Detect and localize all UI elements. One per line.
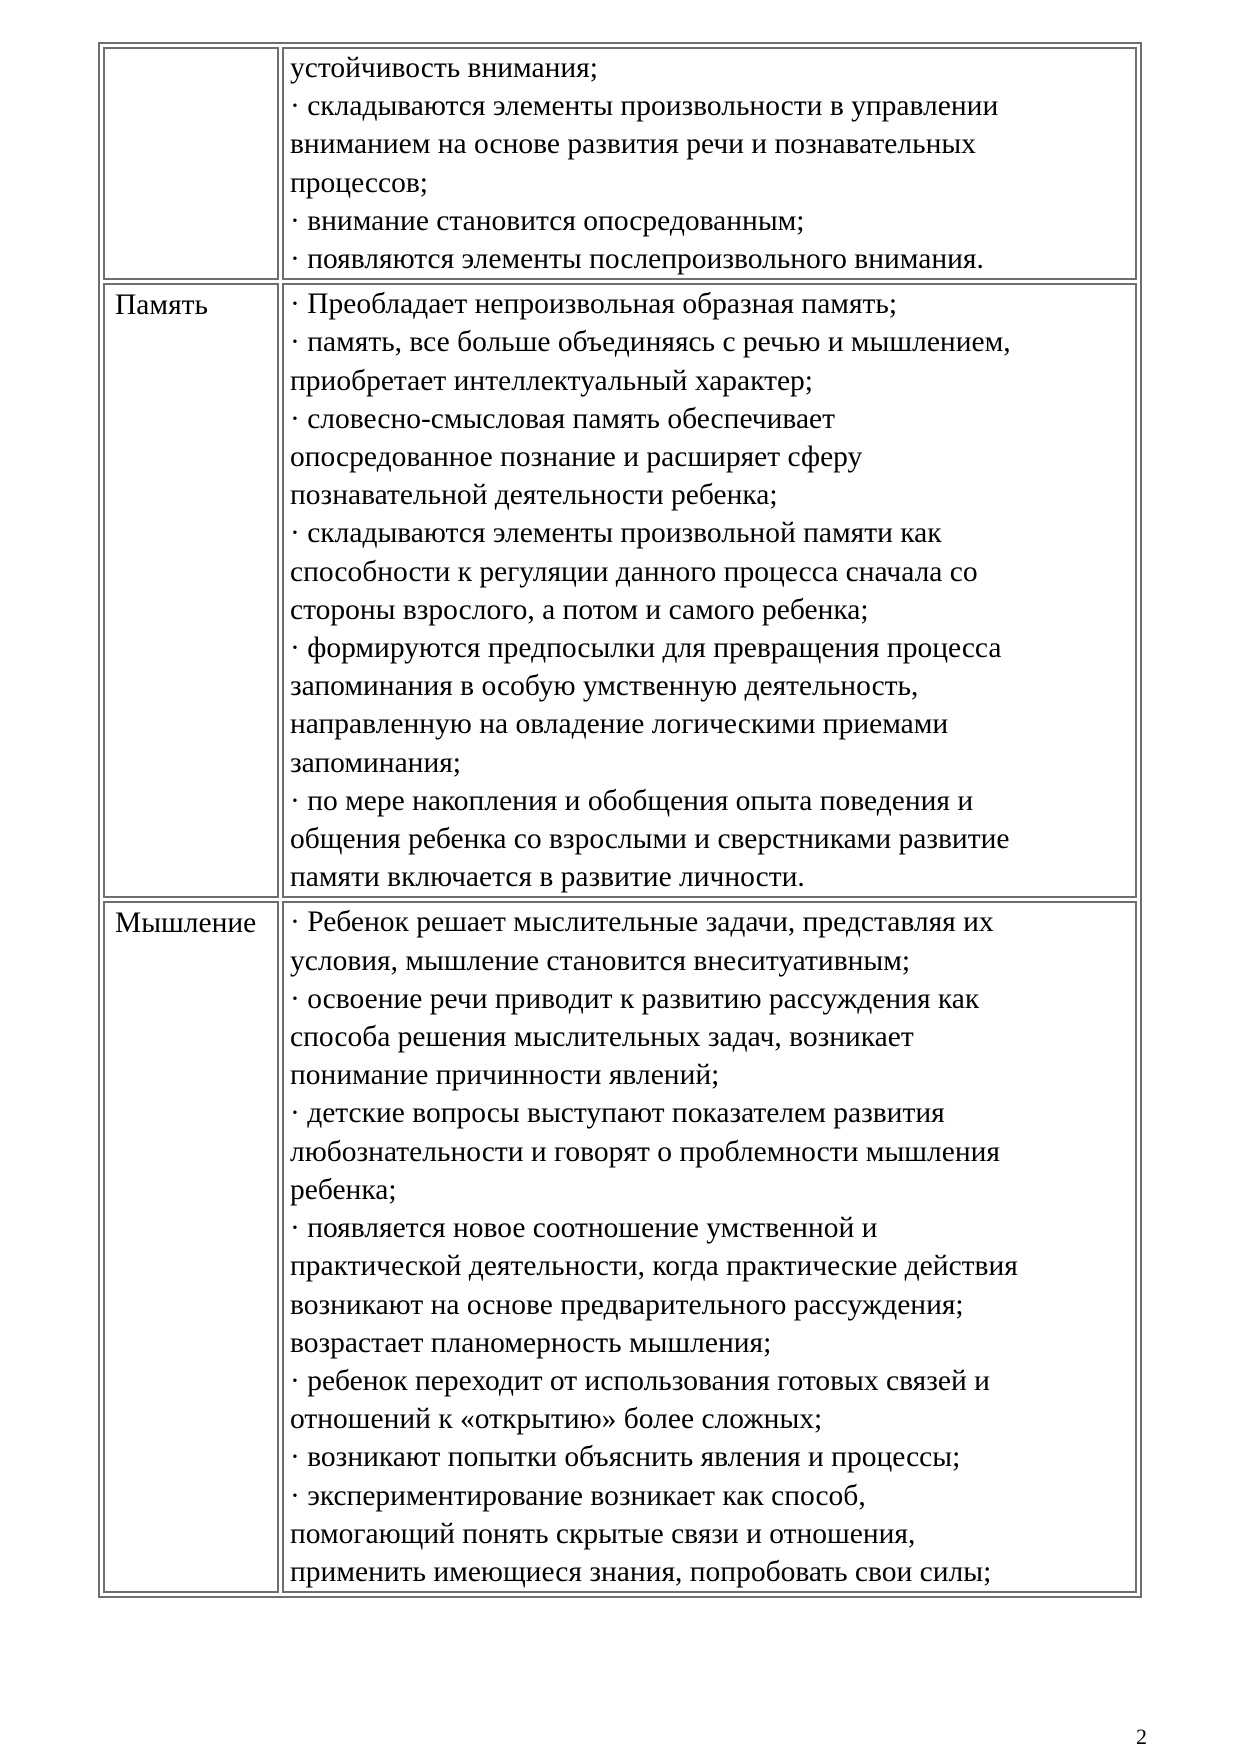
table-row bbox=[103, 47, 1137, 280]
row-description bbox=[282, 283, 1137, 898]
text-line: возрастает планомерность мышления; bbox=[290, 1326, 772, 1359]
text-line: практической деятельности, когда практические действия bbox=[290, 1250, 1018, 1283]
text-line: опосредованное познание и расширяет сферу bbox=[290, 441, 863, 474]
text-line: · Преобладает непроизвольная образная память; bbox=[290, 288, 898, 321]
text-line: · складываются элементы произвольной памяти как bbox=[290, 517, 942, 550]
text-line: памяти включается в развитие личности. bbox=[290, 861, 805, 894]
table-row bbox=[103, 283, 1137, 898]
text-line: условия, мышление становится внеситуативным; bbox=[290, 944, 911, 977]
page-number: 2 bbox=[1136, 1724, 1147, 1749]
content-table bbox=[98, 42, 1142, 1598]
text-line: возникают на основе предварительного рассуждения; bbox=[290, 1288, 964, 1321]
text-line: способности к регуляции данного процесса сначала со bbox=[290, 555, 978, 588]
text-line: · детские вопросы выступают показателем развития bbox=[290, 1097, 945, 1130]
text-line: направленную на овладение логическими приемами bbox=[290, 708, 949, 741]
text-line: стороны взрослого, а потом и самого ребенка; bbox=[290, 593, 869, 626]
row-description bbox=[282, 47, 1137, 280]
text-line: · по мере накопления и обобщения опыта поведения и bbox=[290, 784, 974, 817]
text-line: · словесно-смысловая память обеспечивает bbox=[290, 402, 836, 435]
text-line: запоминания в особую умственную деятельность, bbox=[290, 670, 919, 703]
text-line: · появляется новое соотношение умственной и bbox=[290, 1212, 878, 1245]
text-line: способа решения мыслительных задач, возникает bbox=[290, 1021, 914, 1054]
text-line: ребенка; bbox=[290, 1173, 397, 1206]
text-line: · формируются предпосылки для превращения процесса bbox=[290, 632, 1002, 665]
text-line: познавательной деятельности ребенка; bbox=[290, 479, 778, 512]
text-line: приобретает интеллектуальный характер; bbox=[290, 364, 814, 397]
row-label: Память bbox=[103, 283, 279, 898]
text-line: помогающий понять скрытые связи и отношения, bbox=[290, 1517, 916, 1550]
text-line: · складываются элементы произвольности в управлении bbox=[290, 90, 999, 123]
text-line: общения ребенка со взрослыми и сверстниками развитие bbox=[290, 823, 1010, 856]
text-line: любознательности и говорят о проблемности мышления bbox=[290, 1135, 1000, 1168]
text-line: · появляются элементы послепроизвольного внимания. bbox=[290, 243, 984, 276]
text-line: · возникают попытки объяснить явления и процессы; bbox=[290, 1441, 961, 1474]
text-line: процессов; bbox=[290, 166, 428, 199]
row-description bbox=[282, 901, 1137, 1593]
table-row bbox=[103, 901, 1137, 1593]
text-line: · экспериментирование возникает как способ, bbox=[290, 1479, 866, 1512]
text-line: вниманием на основе развития речи и познавательных bbox=[290, 128, 976, 161]
text-line: отношений к «открытию» более сложных; bbox=[290, 1403, 823, 1436]
text-line: устойчивость внимания; bbox=[290, 52, 598, 84]
text-line: понимание причинности явлений; bbox=[290, 1059, 720, 1092]
row-label: Мышление bbox=[103, 901, 279, 1593]
text-line: применить имеющиеся знания, попробовать свои силы; bbox=[290, 1555, 992, 1588]
text-line: · освоение речи приводит к развитию рассуждения как bbox=[290, 982, 980, 1015]
text-line: запоминания; bbox=[290, 746, 462, 779]
text-line: · ребенок переходит от использования готовых связей и bbox=[290, 1364, 990, 1397]
text-line: · внимание становится опосредованным; bbox=[290, 204, 805, 237]
text-line: · память, все больше объединяясь с речью и мышлением, bbox=[290, 326, 1011, 359]
row-label bbox=[103, 47, 279, 280]
text-line: · Ребенок решает мыслительные задачи, представляя их bbox=[290, 906, 994, 939]
